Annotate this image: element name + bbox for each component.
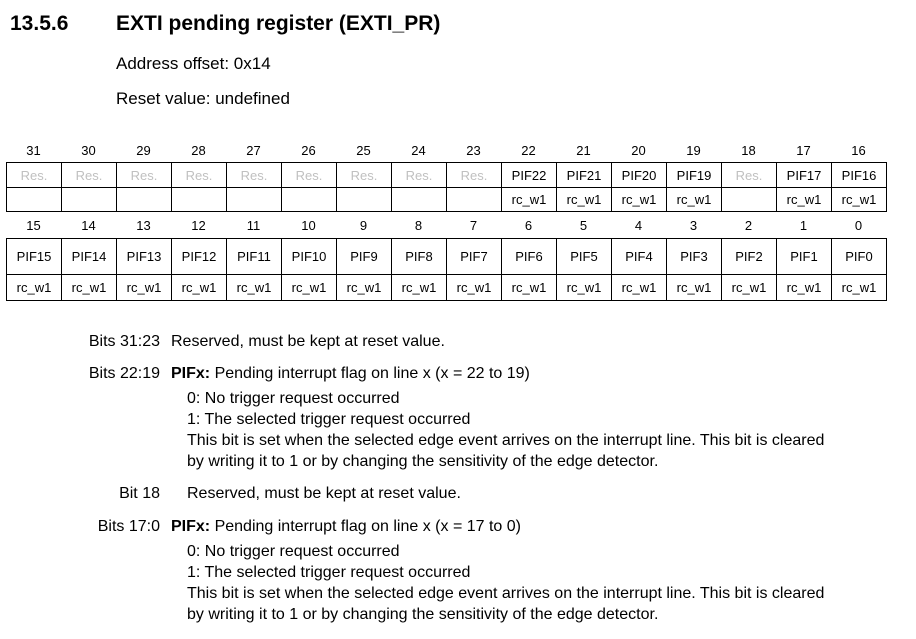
field-name-cell: PIF5: [557, 238, 612, 275]
bit-number: 5: [579, 218, 588, 233]
bit-number: 24: [411, 143, 426, 158]
access-cell: [282, 188, 337, 212]
bit-number: 7: [469, 218, 478, 233]
upper-field-names: [6, 162, 887, 188]
desc-line: This bit is set when the selected edge event arrives on the interrupt line. This bit is cleared: [187, 432, 825, 449]
access-cell: rc_w1: [502, 188, 557, 212]
field-name-cell: Res.: [447, 162, 502, 188]
desc-line: by writing it to 1 or by changing the sensitivity of the edge detector.: [187, 606, 659, 623]
field-name-cell: Res.: [282, 162, 337, 188]
bit-number: 29: [136, 143, 151, 158]
bit-number: 13: [136, 218, 151, 233]
access-cell: [722, 188, 777, 212]
desc-line: 0: No trigger request occurred: [187, 390, 400, 407]
section-heading: [10, 12, 440, 36]
bit-number: 14: [81, 218, 96, 233]
access-cell: rc_w1: [392, 275, 447, 301]
bit-number: 19: [686, 143, 701, 158]
desc-text-31-23: Reserved, must be kept at reset value.: [171, 333, 445, 350]
access-cell: rc_w1: [832, 188, 887, 212]
field-name-cell: PIF21: [557, 162, 612, 188]
field-name-cell: PIF3: [667, 238, 722, 275]
access-cell: rc_w1: [777, 188, 832, 212]
field-name-cell: PIF19: [667, 162, 722, 188]
bit-number: 3: [689, 218, 698, 233]
bit-number: 1: [799, 218, 808, 233]
bit-number: 6: [524, 218, 533, 233]
bit-number: 15: [26, 218, 41, 233]
access-cell: rc_w1: [62, 275, 117, 301]
field-name-cell: PIF12: [172, 238, 227, 275]
upper-access-types: [6, 188, 887, 212]
field-name-cell: PIF13: [117, 238, 172, 275]
access-cell: rc_w1: [502, 275, 557, 301]
desc-bits-17-0: Bits 17:0: [97, 518, 160, 535]
desc-bits-31-23: Bits 31:23: [88, 333, 160, 350]
lower-field-names: [6, 238, 887, 275]
field-name-cell: PIF4: [612, 238, 667, 275]
desc-text-18: Reserved, must be kept at reset value.: [187, 485, 461, 502]
field-name-cell: PIF2: [722, 238, 777, 275]
access-cell: rc_w1: [7, 275, 62, 301]
bit-number: 31: [26, 143, 41, 158]
desc-line: 1: The selected trigger request occurred: [187, 564, 471, 581]
bit-number: 2: [744, 218, 753, 233]
bit-number: 25: [356, 143, 371, 158]
access-cell: rc_w1: [117, 275, 172, 301]
access-cell: [227, 188, 282, 212]
field-name-cell: PIF7: [447, 238, 502, 275]
desc-field-17-0: PIFx: Pending interrupt flag on line x (x = 17 to 0): [171, 518, 521, 535]
access-cell: rc_w1: [557, 275, 612, 301]
field-name-cell: PIF8: [392, 238, 447, 275]
access-cell: rc_w1: [172, 275, 227, 301]
bit-number: 18: [741, 143, 756, 158]
desc-bits-22-19: Bits 22:19: [88, 365, 160, 382]
desc-line: 1: The selected trigger request occurred: [187, 411, 471, 428]
access-cell: rc_w1: [227, 275, 282, 301]
access-cell: rc_w1: [777, 275, 832, 301]
access-cell: rc_w1: [667, 188, 722, 212]
bit-number: 4: [634, 218, 643, 233]
field-name-cell: PIF9: [337, 238, 392, 275]
field-name-cell: Res.: [7, 162, 62, 188]
bit-number: 20: [631, 143, 646, 158]
bit-number: 27: [246, 143, 261, 158]
access-cell: rc_w1: [722, 275, 777, 301]
access-cell: [172, 188, 227, 212]
access-cell: rc_w1: [832, 275, 887, 301]
desc-line: 0: No trigger request occurred: [187, 543, 400, 560]
field-name-cell: Res.: [722, 162, 777, 188]
field-name-cell: Res.: [392, 162, 447, 188]
field-name-cell: PIF0: [832, 238, 887, 275]
field-name-cell: PIF22: [502, 162, 557, 188]
field-name-cell: PIF16: [832, 162, 887, 188]
access-cell: rc_w1: [557, 188, 612, 212]
bit-number: 22: [521, 143, 536, 158]
field-name-cell: Res.: [172, 162, 227, 188]
field-name-cell: PIF14: [62, 238, 117, 275]
field-name-cell: Res.: [227, 162, 282, 188]
bit-number: 21: [576, 143, 591, 158]
access-cell: [392, 188, 447, 212]
bit-number: 0: [854, 218, 863, 233]
bit-number: 9: [359, 218, 368, 233]
access-cell: rc_w1: [612, 275, 667, 301]
access-cell: rc_w1: [667, 275, 722, 301]
address-offset: Address offset: 0x14: [116, 54, 271, 73]
bit-number: 23: [466, 143, 481, 158]
bit-number: 28: [191, 143, 206, 158]
access-cell: [447, 188, 502, 212]
bit-number: 17: [796, 143, 811, 158]
bit-number: 16: [851, 143, 866, 158]
field-name-cell: Res.: [117, 162, 172, 188]
reset-value: Reset value: undefined: [116, 89, 290, 108]
bit-number: 30: [81, 143, 96, 158]
section-number: 13.5.6: [10, 12, 69, 35]
access-cell: [117, 188, 172, 212]
bit-number: 12: [191, 218, 206, 233]
field-name-cell: PIF11: [227, 238, 282, 275]
desc-field-22-19: PIFx: Pending interrupt flag on line x (x = 22 to 19): [171, 365, 530, 382]
section-title: EXTI pending register (EXTI_PR): [116, 12, 441, 35]
field-name-cell: PIF1: [777, 238, 832, 275]
access-cell: rc_w1: [612, 188, 667, 212]
field-name-cell: PIF10: [282, 238, 337, 275]
field-name-cell: PIF20: [612, 162, 667, 188]
field-name-cell: PIF17: [777, 162, 832, 188]
access-cell: rc_w1: [337, 275, 392, 301]
field-name-cell: Res.: [62, 162, 117, 188]
desc-line: This bit is set when the selected edge event arrives on the interrupt line. This bit is cleared: [187, 585, 825, 602]
desc-bits-18: Bit 18: [119, 485, 160, 502]
field-name-cell: Res.: [337, 162, 392, 188]
access-cell: rc_w1: [282, 275, 337, 301]
field-name-cell: PIF6: [502, 238, 557, 275]
bit-number: 26: [301, 143, 316, 158]
upper-bit-numbers: [6, 143, 886, 159]
bit-number: 11: [246, 218, 261, 233]
desc-line: by writing it to 1 or by changing the sensitivity of the edge detector.: [187, 453, 659, 470]
access-cell: [62, 188, 117, 212]
lower-bit-numbers: [6, 218, 886, 234]
lower-access-types: [6, 275, 887, 301]
field-name-cell: PIF15: [7, 238, 62, 275]
bit-number: 8: [414, 218, 423, 233]
bit-number: 10: [301, 218, 316, 233]
access-cell: [337, 188, 392, 212]
access-cell: [7, 188, 62, 212]
access-cell: rc_w1: [447, 275, 502, 301]
